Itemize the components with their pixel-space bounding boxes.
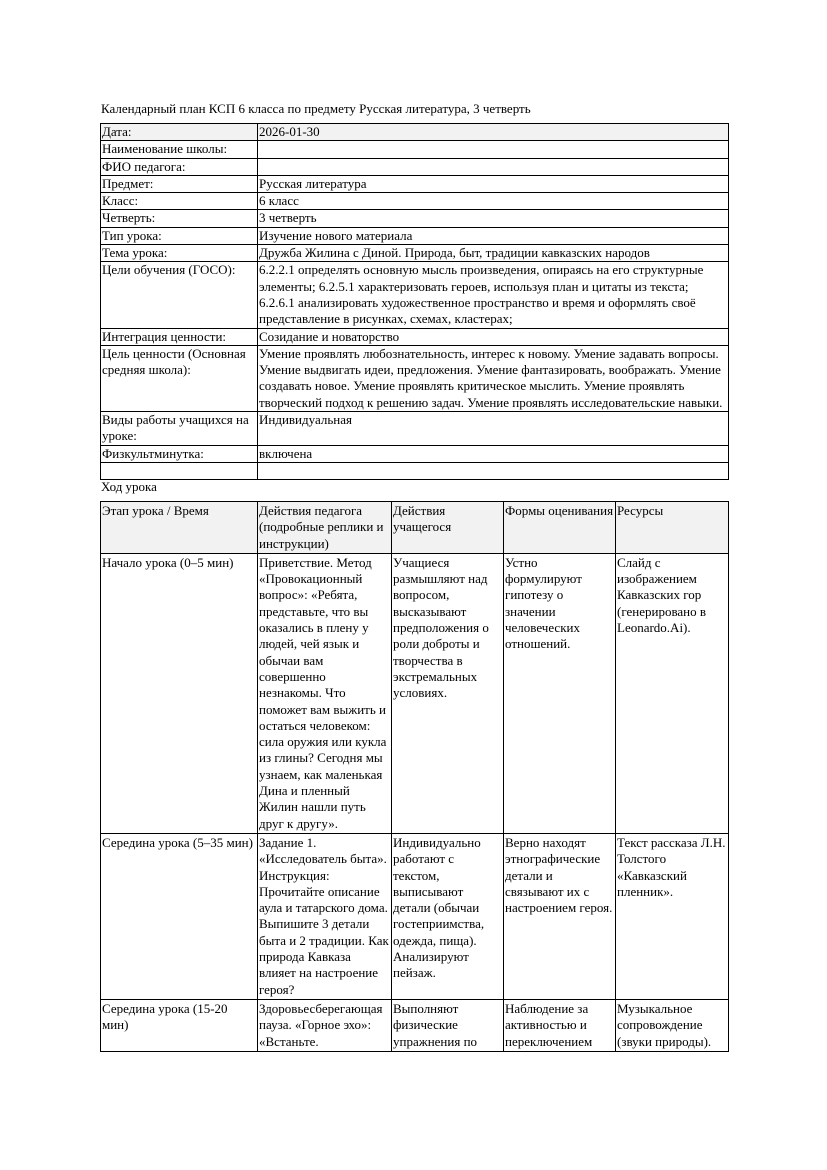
info-label: Предмет:	[101, 175, 258, 192]
info-value: Дружба Жилина с Диной. Природа, быт, традиции кавказских народов	[258, 245, 729, 262]
info-value: Индивидуальная	[258, 412, 729, 446]
info-value: Созидание и новаторство	[258, 328, 729, 345]
plan-cell-resources: Текст рассказа Л.Н. Толстого «Кавказский пленник».	[616, 833, 729, 999]
plan-cell-teacher: Приветствие. Метод «Провокационный вопрос»: «Ребята, представьте, что вы оказались в плену у людей, чей язык и обычаи вам совершенно незнакомы. Что поможет вам выжить и остаться человеком: сила оружия или кукла из глины? Сегодня мы узнаем, как маленькая Дина и пленный Жилин нашли путь друг к другу».	[258, 553, 392, 833]
info-label: Наименование школы:	[101, 141, 258, 158]
info-row	[101, 158, 729, 175]
info-row	[101, 141, 729, 158]
info-row	[101, 245, 729, 262]
info-value	[258, 141, 729, 158]
plan-cell-stage: Начало урока (0–5 мин)	[101, 553, 258, 833]
info-row	[101, 210, 729, 227]
info-value: Русская литература	[258, 175, 729, 192]
plan-cell-teacher: Задание 1. «Исследователь быта». Инструкция: Прочитайте описание аула и татарского дома. Выпишите 3 детали быта и 2 традиции. Как природа Кавказа влияет на настроение героя?	[258, 833, 392, 999]
header-assessment: Формы оценивания	[504, 502, 616, 554]
info-value: включена	[258, 445, 729, 462]
info-row	[101, 462, 729, 479]
plan-cell-assessment: Устно формулируют гипотезу о значении человеческих отношений.	[504, 553, 616, 833]
plan-header-row	[101, 502, 729, 554]
info-value	[258, 158, 729, 175]
info-row	[101, 227, 729, 244]
info-value: 6 класс	[258, 193, 729, 210]
plan-cell-resources: Музыкальное сопровождение (звуки природы).	[616, 999, 729, 1051]
plan-cell-student: Индивидуально работают с текстом, выписывают детали (обычаи гостеприимства, одежда, пища). Анализируют пейзаж.	[392, 833, 504, 999]
info-label: Виды работы учащихся на уроке:	[101, 412, 258, 446]
info-label: ФИО педагога:	[101, 158, 258, 175]
info-label: Дата:	[101, 124, 258, 141]
plan-cell-teacher: Здоровьесберегающая пауза. «Горное эхо»: «Встаньте.	[258, 999, 392, 1051]
lesson-info-table	[100, 123, 729, 480]
info-label: Физкультминутка:	[101, 445, 258, 462]
lesson-flow-heading: Ход урока	[101, 479, 157, 494]
info-value: 6.2.2.1 определять основную мысль произведения, опираясь на его структурные элементы; 6.2.5.1 характеризовать героев, используя план и цитаты из текста; 6.2.6.1 анализировать художественное пространство и время и оформлять своё представление в рисунках, схемах, кластерах;	[258, 262, 729, 328]
info-label: Интеграция ценности:	[101, 328, 258, 345]
header-teacher-actions: Действия педагога (подробные реплики и инструкции)	[258, 502, 392, 554]
document-title: Календарный план КСП 6 класса по предмету Русская литература, 3 четверть	[101, 101, 531, 116]
info-value: 2026-01-30	[258, 124, 729, 141]
info-value: Умение проявлять любознательность, интерес к новому. Умение задавать вопросы. Умение выдвигать идеи, предложения. Умение фантазировать, воображать. Умение создавать новое. Умение проявлять критическое мыслить. Умение проявлять творческий подход к решению задач. Умение проявлять исследовательские навыки.	[258, 345, 729, 411]
info-label: Тип урока:	[101, 227, 258, 244]
header-stage: Этап урока / Время	[101, 502, 258, 554]
info-value: Изучение нового материала	[258, 227, 729, 244]
info-row	[101, 445, 729, 462]
header-resources: Ресурсы	[616, 502, 729, 554]
info-value: 3 четверть	[258, 210, 729, 227]
plan-cell-assessment: Верно находят этнографические детали и связывают их с настроением героя.	[504, 833, 616, 999]
info-row	[101, 412, 729, 446]
info-label	[101, 462, 258, 479]
info-row	[101, 345, 729, 411]
plan-row	[101, 833, 729, 999]
plan-cell-student: Выполняют физические упражнения по	[392, 999, 504, 1051]
plan-row	[101, 553, 729, 833]
info-label: Цель ценности (Основная средняя школа):	[101, 345, 258, 411]
plan-row	[101, 999, 729, 1051]
info-row	[101, 193, 729, 210]
info-row	[101, 328, 729, 345]
info-row	[101, 175, 729, 192]
header-student-actions: Действия учащегося	[392, 502, 504, 554]
info-row	[101, 262, 729, 328]
info-label: Тема урока:	[101, 245, 258, 262]
info-value	[258, 462, 729, 479]
info-row	[101, 124, 729, 141]
info-label: Класс:	[101, 193, 258, 210]
info-label: Цели обучения (ГОСО):	[101, 262, 258, 328]
plan-cell-resources: Слайд с изображением Кавказских гор (генерировано в Leonardo.Ai).	[616, 553, 729, 833]
info-label: Четверть:	[101, 210, 258, 227]
plan-cell-stage: Середина урока (5–35 мин)	[101, 833, 258, 999]
lesson-plan-table	[100, 501, 729, 1052]
plan-cell-stage: Середина урока (15-20 мин)	[101, 999, 258, 1051]
plan-cell-assessment: Наблюдение за активностью и переключением	[504, 999, 616, 1051]
plan-cell-student: Учащиеся размышляют над вопросом, высказывают предположения о роли доброты и творчества в экстремальных условиях.	[392, 553, 504, 833]
